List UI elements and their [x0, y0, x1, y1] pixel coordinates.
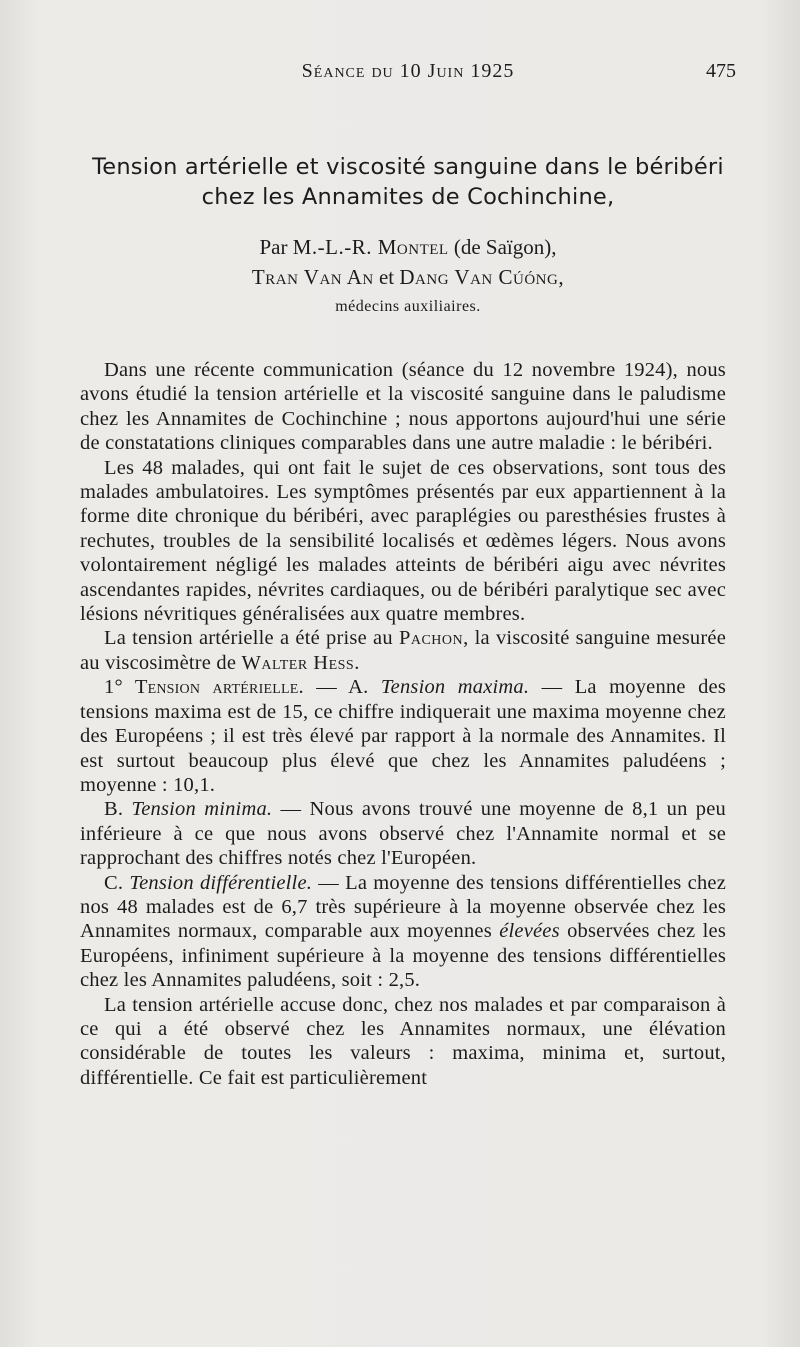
- paragraph-4-text-b: — La moyenne des tensions maxima est de 15, ce chiffre indiquerait une maxima moyenne chez des Européens ; il est très élevé par rapport à la normale des Annamites. Il est surtout beaucoup plus élevé que chez les Annamites paludéens ; moyenne : 10,1.: [80, 676, 727, 796]
- paragraph-3-text-b: , la viscosité sanguine mesurée au viscosimètre de: [80, 627, 726, 674]
- paragraph-5: [80, 797, 726, 870]
- author-dang-van-cuong: Dang Van Cúóng,: [399, 265, 565, 289]
- author-line-1: [80, 232, 736, 262]
- article-title: [60, 152, 756, 212]
- subheading-tension-minima: Tension minima.: [131, 798, 273, 821]
- paragraph-4: [80, 675, 726, 797]
- author-affiliation: médecins auxiliaires.: [335, 298, 481, 315]
- subheading-tension-maxima: Tension maxima.: [380, 676, 530, 699]
- paragraph-2: Les 48 malades, qui ont fait le sujet de ces observations, sont tous des malades ambulatoires. Les symptômes présentés par eux appartiennent à la forme dite chronique du béribéri, avec paraplégies ou paresthésies frustes à rechutes, troubles de la sensibilité localisés et œdèmes légers. Nous avons volontairement négligé les malades atteints de béribéri aigu avec névrites ascendantes rapides, névrites cardiaques, ou de béribéri paralytique sec avec lésions névritiques généralisées aux quatre membres.: [80, 456, 726, 626]
- name-pachon: Pachon: [398, 627, 464, 650]
- running-title: Séance du 10 Juin 1925: [301, 60, 515, 82]
- running-header: [80, 60, 736, 90]
- paragraph-5-text-b: — Nous avons trouvé une moyenne de 8,1 un peu inférieure à ce que nous avons observé chez l'Annamite normal et se rapprochant des chiffres notés chez l'Européen.: [80, 798, 726, 870]
- paragraph-3-text-c: .: [354, 651, 360, 674]
- emphasis-elevees: élevées: [499, 920, 560, 943]
- article-title-line-2: chez les Annamites de Cochinchine,: [201, 184, 615, 210]
- page-number: 475: [706, 60, 736, 82]
- section-heading-tension: 1° Tension artérielle.: [104, 676, 304, 699]
- paragraph-7: La tension artérielle accuse donc, chez nos malades et par comparaison à ce qui a été observé chez les Annamites normaux, une élévation considérable de toutes les valeurs : maxima, minima et, surtout, différentielle. Ce fait est particulièrement: [80, 993, 726, 1089]
- paragraph-6-text-a: C.: [104, 871, 130, 894]
- article-body: [80, 358, 726, 1090]
- paragraph-4-text-a: — A.: [303, 676, 381, 699]
- author-list: [80, 232, 736, 292]
- paragraph-5-text-a: B.: [104, 798, 132, 821]
- paragraph-6-text-b: — La moyenne des tensions différentielles chez nos 48 malades est de 6,7 très supérieure à la moyenne observée chez les Annamites normaux, comparable aux moyennes: [80, 871, 726, 943]
- name-walter-hess: Walter Hess: [241, 651, 355, 674]
- author-conjunction: et: [378, 265, 395, 289]
- paragraph-6-text-c: observées chez les Européens, infiniment supérieure à la moyenne des tensions différentielles chez les Annamites paludéens, soit : 2,5.: [80, 920, 726, 992]
- authors-prefix: Par: [259, 235, 288, 259]
- paragraph-1: Dans une récente communication (séance du 12 novembre 1924), nous avons étudié la tension artérielle et la viscosité sanguine dans le paludisme chez les Annamites de Cochinchine ; nous apportons aujourd'hui une série de constatations cliniques comparables dans une autre maladie : le béribéri.: [80, 359, 726, 455]
- paragraph-6: [80, 871, 726, 993]
- author-location: (de Saïgon),: [453, 235, 557, 259]
- article-title-line-1: Tension artérielle et viscosité sanguine dans le béribéri: [92, 154, 724, 180]
- author-line-2: [80, 262, 736, 292]
- author-montel: M.-L.-R. Montel: [292, 235, 449, 259]
- paragraph-3-text-a: La tension artérielle a été prise au: [104, 627, 393, 650]
- paragraph-3: [80, 626, 726, 675]
- author-tran-van-an: Tran Van An: [251, 265, 374, 289]
- subheading-tension-differentielle: Tension différentielle.: [129, 871, 313, 894]
